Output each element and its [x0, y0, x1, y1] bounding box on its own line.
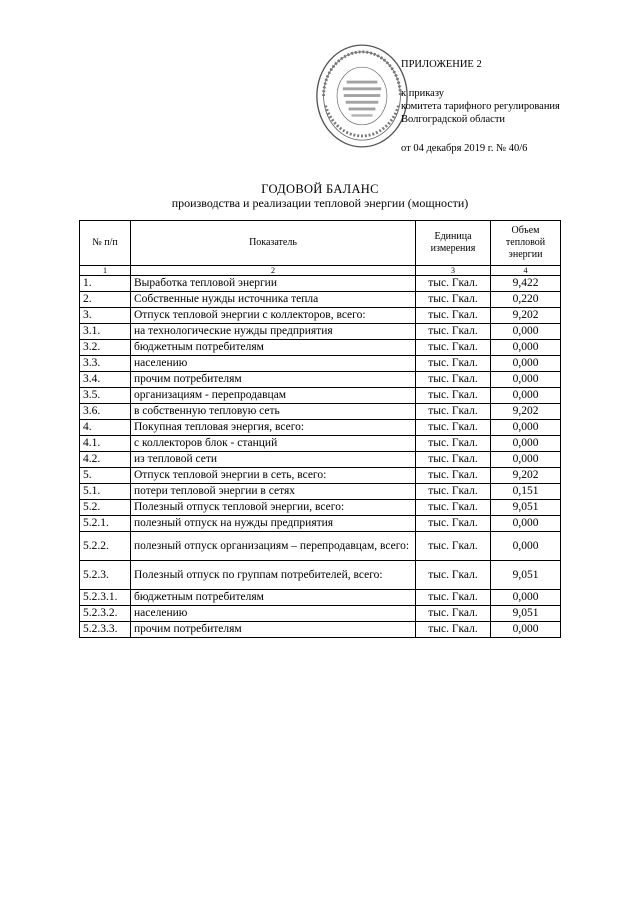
- row-value: 0,151: [491, 484, 561, 500]
- row-indicator: Покупная тепловая энергия, всего:: [131, 420, 416, 436]
- row-unit: тыс. Гкал.: [416, 561, 491, 590]
- row-value: 0,000: [491, 340, 561, 356]
- row-unit: тыс. Гкал.: [416, 500, 491, 516]
- row-number: 5.1.: [80, 484, 131, 500]
- row-indicator: Отпуск тепловой энергии в сеть, всего:: [131, 468, 416, 484]
- row-number: 4.: [80, 420, 131, 436]
- row-indicator: населению: [131, 606, 416, 622]
- table-row: [80, 561, 561, 590]
- row-value: 0,000: [491, 622, 561, 638]
- row-unit: тыс. Гкал.: [416, 452, 491, 468]
- column-header-volume: Объем тепловой энергии: [491, 221, 561, 266]
- row-indicator: из тепловой сети: [131, 452, 416, 468]
- row-unit: тыс. Гкал.: [416, 436, 491, 452]
- row-value: 9,051: [491, 561, 561, 590]
- table-row: [80, 324, 561, 340]
- official-stamp: [314, 40, 410, 152]
- row-indicator: потери тепловой энергии в сетях: [131, 484, 416, 500]
- row-unit: тыс. Гкал.: [416, 276, 491, 292]
- row-unit: тыс. Гкал.: [416, 516, 491, 532]
- row-number: 5.2.3.3.: [80, 622, 131, 638]
- row-indicator: Полезный отпуск тепловой энергии, всего:: [131, 500, 416, 516]
- table-row: [80, 452, 561, 468]
- row-indicator: на технологические нужды предприятия: [131, 324, 416, 340]
- table-row: [80, 500, 561, 516]
- table-row: [80, 404, 561, 420]
- row-unit: тыс. Гкал.: [416, 532, 491, 561]
- row-value: 9,202: [491, 308, 561, 324]
- row-unit: тыс. Гкал.: [416, 622, 491, 638]
- table-row: [80, 388, 561, 404]
- table-row: [80, 292, 561, 308]
- row-indicator: бюджетным потребителям: [131, 340, 416, 356]
- row-value: 0,000: [491, 452, 561, 468]
- table-row: [80, 276, 561, 292]
- table-row: [80, 436, 561, 452]
- row-number: 5.2.: [80, 500, 131, 516]
- column-header-number: № п/п: [80, 221, 131, 266]
- column-index-row: [80, 266, 561, 276]
- table-row: [80, 590, 561, 606]
- row-value: 0,000: [491, 420, 561, 436]
- row-unit: тыс. Гкал.: [416, 340, 491, 356]
- row-indicator: Выработка тепловой энергии: [131, 276, 416, 292]
- column-header-unit: Единица измерения: [416, 221, 491, 266]
- row-indicator: прочим потребителям: [131, 372, 416, 388]
- stamp-seal-icon: [314, 40, 410, 152]
- table-row: [80, 308, 561, 324]
- row-value: 9,422: [491, 276, 561, 292]
- row-number: 2.: [80, 292, 131, 308]
- row-number: 3.5.: [80, 388, 131, 404]
- region-name: Волгоградской области: [401, 114, 506, 125]
- table-row: [80, 622, 561, 638]
- table-row: [80, 356, 561, 372]
- column-index: 3: [416, 266, 491, 276]
- row-number: 5.: [80, 468, 131, 484]
- row-indicator: Собственные нужды источника тепла: [131, 292, 416, 308]
- row-unit: тыс. Гкал.: [416, 372, 491, 388]
- row-value: 0,000: [491, 436, 561, 452]
- column-header-indicator: Показатель: [131, 221, 416, 266]
- row-number: 3.1.: [80, 324, 131, 340]
- row-number: 5.2.3.1.: [80, 590, 131, 606]
- row-value: 9,051: [491, 500, 561, 516]
- row-indicator: с коллекторов блок - станций: [131, 436, 416, 452]
- appendix-label: ПРИЛОЖЕНИЕ 2: [401, 59, 482, 70]
- row-value: 0,220: [491, 292, 561, 308]
- row-unit: тыс. Гкал.: [416, 468, 491, 484]
- table-row: [80, 606, 561, 622]
- row-number: 3.4.: [80, 372, 131, 388]
- row-number: 4.1.: [80, 436, 131, 452]
- row-number: 3.6.: [80, 404, 131, 420]
- row-indicator: организациям - перепродавцам: [131, 388, 416, 404]
- appendix-block: [401, 58, 560, 155]
- row-unit: тыс. Гкал.: [416, 324, 491, 340]
- table-row: [80, 372, 561, 388]
- document-title: ГОДОВОЙ БАЛАНС: [261, 182, 379, 196]
- row-number: 5.2.3.2.: [80, 606, 131, 622]
- table-row: [80, 420, 561, 436]
- column-index: 2: [131, 266, 416, 276]
- row-number: 5.2.2.: [80, 532, 131, 561]
- row-indicator: Отпуск тепловой энергии с коллекторов, всего:: [131, 308, 416, 324]
- row-value: 9,202: [491, 468, 561, 484]
- row-value: 0,000: [491, 388, 561, 404]
- table-row: [80, 532, 561, 561]
- row-indicator: населению: [131, 356, 416, 372]
- row-value: 0,000: [491, 372, 561, 388]
- row-number: 3.: [80, 308, 131, 324]
- row-number: 5.2.1.: [80, 516, 131, 532]
- row-number: 4.2.: [80, 452, 131, 468]
- row-unit: тыс. Гкал.: [416, 308, 491, 324]
- row-indicator: в собственную тепловую сеть: [131, 404, 416, 420]
- row-number: 3.3.: [80, 356, 131, 372]
- row-number: 1.: [80, 276, 131, 292]
- row-value: 0,000: [491, 356, 561, 372]
- table-row: [80, 468, 561, 484]
- row-unit: тыс. Гкал.: [416, 292, 491, 308]
- row-unit: тыс. Гкал.: [416, 420, 491, 436]
- table-row: [80, 516, 561, 532]
- committee-name: комитета тарифного регулирования: [401, 101, 560, 112]
- table-row: [80, 340, 561, 356]
- row-unit: тыс. Гкал.: [416, 404, 491, 420]
- row-indicator: прочим потребителям: [131, 622, 416, 638]
- row-indicator: Полезный отпуск по группам потребителей, всего:: [131, 561, 416, 590]
- column-index: 4: [491, 266, 561, 276]
- table-body: [80, 266, 561, 638]
- row-value: 0,000: [491, 532, 561, 561]
- column-index: 1: [80, 266, 131, 276]
- table-row: [80, 484, 561, 500]
- row-unit: тыс. Гкал.: [416, 484, 491, 500]
- document-subtitle: производства и реализации тепловой энергии (мощности): [171, 196, 469, 210]
- row-unit: тыс. Гкал.: [416, 590, 491, 606]
- row-indicator: полезный отпуск на нужды предприятия: [131, 516, 416, 532]
- row-number: 3.2.: [80, 340, 131, 356]
- row-indicator: полезный отпуск организациям – перепродавцам, всего:: [131, 532, 416, 561]
- row-value: 0,000: [491, 324, 561, 340]
- row-indicator: бюджетным потребителям: [131, 590, 416, 606]
- row-value: 9,051: [491, 606, 561, 622]
- row-unit: тыс. Гкал.: [416, 606, 491, 622]
- order-ref: к приказу: [401, 88, 444, 99]
- row-value: 9,202: [491, 404, 561, 420]
- row-unit: тыс. Гкал.: [416, 356, 491, 372]
- row-number: 5.2.3.: [80, 561, 131, 590]
- row-unit: тыс. Гкал.: [416, 388, 491, 404]
- order-date: от 04 декабря 2019 г. № 40/6: [401, 143, 528, 154]
- row-value: 0,000: [491, 590, 561, 606]
- row-value: 0,000: [491, 516, 561, 532]
- balance-table: [79, 220, 561, 638]
